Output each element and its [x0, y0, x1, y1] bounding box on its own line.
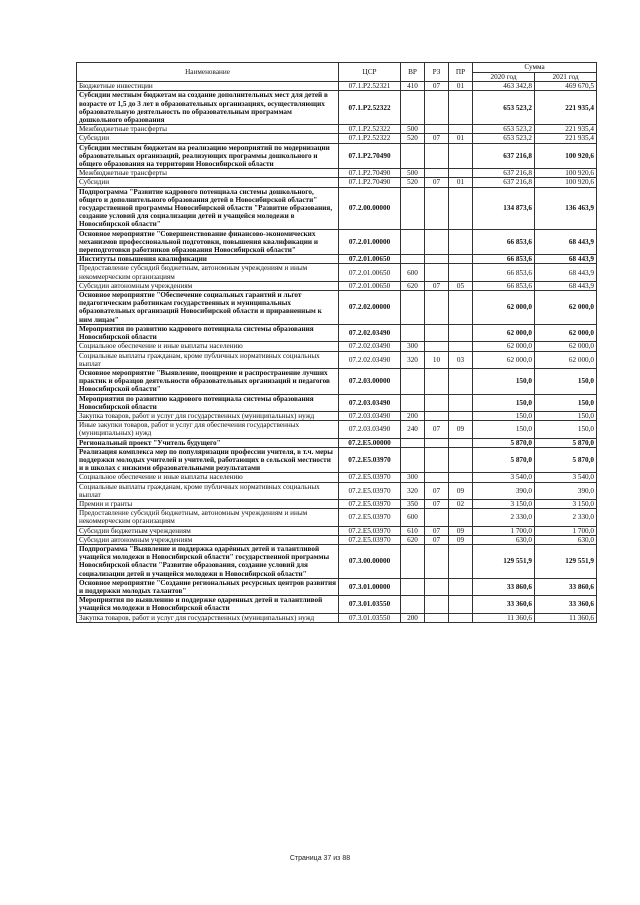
table-row	[77, 281, 597, 290]
cell-sum-2020: 150,0	[473, 421, 535, 438]
header-rz: РЗ	[425, 63, 449, 82]
cell-sum-2020: 5 870,0	[473, 447, 535, 473]
cell-sum-2021: 100 920,6	[535, 178, 597, 187]
cell-csr: 07.2.03.00000	[339, 368, 401, 394]
cell-rz: 07	[425, 134, 449, 143]
cell-sum-2020: 62 000,0	[473, 291, 535, 325]
cell-sum-2021: 390,0	[535, 482, 597, 499]
cell-vr	[401, 578, 425, 595]
cell-rz	[425, 473, 449, 482]
cell-sum-2021: 5 870,0	[535, 447, 597, 473]
table-row	[77, 229, 597, 255]
cell-name: Предоставление субсидий бюджетным, автономным учреждениям и иным некоммерческим организациям	[77, 509, 339, 526]
table-row	[77, 134, 597, 143]
cell-csr: 07.3.00.00000	[339, 544, 401, 578]
cell-sum-2021: 68 443,9	[535, 264, 597, 281]
cell-sum-2020: 150,0	[473, 394, 535, 411]
table-row	[77, 613, 597, 622]
cell-sum-2021: 62 000,0	[535, 291, 597, 325]
header-year-2020: 2020 год	[473, 73, 535, 82]
cell-sum-2021: 221 935,4	[535, 134, 597, 143]
cell-vr: 200	[401, 411, 425, 420]
cell-vr	[401, 368, 425, 394]
table-row	[77, 578, 597, 595]
cell-name: Межбюджетные трансферты	[77, 125, 339, 134]
cell-vr: 200	[401, 613, 425, 622]
cell-pr	[449, 264, 473, 281]
cell-vr: 410	[401, 82, 425, 91]
cell-sum-2021: 150,0	[535, 411, 597, 420]
cell-sum-2020: 3 150,0	[473, 499, 535, 508]
table-row	[77, 291, 597, 325]
cell-vr: 520	[401, 134, 425, 143]
cell-rz	[425, 255, 449, 264]
cell-csr: 07.2.01.00650	[339, 264, 401, 281]
cell-vr: 240	[401, 421, 425, 438]
cell-name: Предоставление субсидий бюджетным, автономным учреждениям и иным некоммерческим организациям	[77, 264, 339, 281]
cell-rz: 07	[425, 535, 449, 544]
cell-name: Закупка товаров, работ и услуг для государственных (муниципальных) нужд	[77, 411, 339, 420]
cell-vr: 320	[401, 482, 425, 499]
cell-pr: 02	[449, 499, 473, 508]
cell-rz	[425, 447, 449, 473]
cell-csr: 07.2.02.03490	[339, 324, 401, 341]
table-row	[77, 91, 597, 125]
cell-sum-2020: 2 330,0	[473, 509, 535, 526]
cell-csr: 07.2.E5.03970	[339, 482, 401, 499]
cell-sum-2020: 33 360,6	[473, 596, 535, 613]
table-row	[77, 255, 597, 264]
cell-name: Закупка товаров, работ и услуг для государственных (муниципальных) нужд	[77, 613, 339, 622]
cell-pr	[449, 613, 473, 622]
table-row	[77, 324, 597, 341]
cell-name: Социальное обеспечение и иные выплаты населению	[77, 342, 339, 351]
cell-name: Субсидии	[77, 134, 339, 143]
cell-vr	[401, 447, 425, 473]
cell-name: Социальные выплаты гражданам, кроме публичных нормативных социальных выплат	[77, 482, 339, 499]
cell-sum-2021: 221 935,4	[535, 125, 597, 134]
cell-rz	[425, 342, 449, 351]
cell-pr	[449, 187, 473, 229]
cell-sum-2020: 637 216,8	[473, 143, 535, 169]
cell-rz: 07	[425, 178, 449, 187]
table-row	[77, 482, 597, 499]
cell-pr: 09	[449, 535, 473, 544]
cell-csr: 07.2.E5.03970	[339, 447, 401, 473]
cell-name: Основное мероприятие "Совершенствование финансово-экономических механизмов профессиональной подготовки, повышения квалификации и переподготовки работников образования Новосибирской области"	[77, 229, 339, 255]
cell-vr	[401, 187, 425, 229]
cell-sum-2021: 630,0	[535, 535, 597, 544]
cell-sum-2020: 3 540,0	[473, 473, 535, 482]
cell-csr: 07.2.02.03490	[339, 342, 401, 351]
cell-name: Социальное обеспечение и иные выплаты населению	[77, 473, 339, 482]
cell-csr: 07.2.01.00650	[339, 281, 401, 290]
cell-name: Социальные выплаты гражданам, кроме публичных нормативных социальных выплат	[77, 351, 339, 368]
cell-sum-2020: 637 216,8	[473, 178, 535, 187]
cell-sum-2021: 68 443,9	[535, 281, 597, 290]
cell-rz	[425, 613, 449, 622]
cell-vr	[401, 291, 425, 325]
cell-csr: 07.2.00.00000	[339, 187, 401, 229]
cell-vr: 300	[401, 342, 425, 351]
cell-name: Мероприятия по развитию кадрового потенциала системы образования Новосибирской области	[77, 324, 339, 341]
cell-vr	[401, 143, 425, 169]
cell-sum-2020: 62 000,0	[473, 324, 535, 341]
cell-sum-2021: 33 360,6	[535, 596, 597, 613]
table-row	[77, 596, 597, 613]
cell-sum-2021: 11 360,6	[535, 613, 597, 622]
cell-vr: 350	[401, 499, 425, 508]
table-row	[77, 187, 597, 229]
cell-csr: 07.2.E5.03970	[339, 473, 401, 482]
cell-csr: 07.1.P2.70490	[339, 169, 401, 178]
table-row	[77, 125, 597, 134]
cell-vr	[401, 544, 425, 578]
table-row	[77, 421, 597, 438]
cell-vr: 500	[401, 169, 425, 178]
cell-sum-2021: 3 540,0	[535, 473, 597, 482]
cell-rz	[425, 544, 449, 578]
cell-csr: 07.1.P2.70490	[339, 178, 401, 187]
cell-sum-2020: 62 000,0	[473, 351, 535, 368]
cell-pr	[449, 143, 473, 169]
cell-sum-2021: 2 330,0	[535, 509, 597, 526]
table-row	[77, 438, 597, 447]
cell-name: Реализация комплекса мер по популяризации профессии учителя, в т.ч. меры поддержки молодых учителей и учителей, работающих в сельской местности и в школах с низкими образовательными результатами	[77, 447, 339, 473]
cell-vr	[401, 596, 425, 613]
cell-vr	[401, 324, 425, 341]
cell-sum-2020: 390,0	[473, 482, 535, 499]
table-row	[77, 82, 597, 91]
cell-name: Субсидии местным бюджетам на реализацию мероприятий по модернизации образовательных организаций, реализующих программы дошкольного и общего образования на территории Новосибирской области	[77, 143, 339, 169]
cell-pr	[449, 169, 473, 178]
cell-sum-2020: 653 523,2	[473, 91, 535, 125]
cell-pr: 09	[449, 482, 473, 499]
cell-rz	[425, 411, 449, 420]
cell-name: Основное мероприятие "Выявление, поощрение и распространение лучших практик и образцов деятельности образовательных организаций и педагогов Новосибирской области"	[77, 368, 339, 394]
cell-name: Премии и гранты	[77, 499, 339, 508]
cell-sum-2020: 66 853,6	[473, 264, 535, 281]
cell-csr: 07.3.01.00000	[339, 578, 401, 595]
table-body	[77, 82, 597, 623]
cell-pr	[449, 509, 473, 526]
cell-sum-2020: 33 860,6	[473, 578, 535, 595]
table-row	[77, 544, 597, 578]
cell-csr: 07.1.P2.70490	[339, 143, 401, 169]
cell-vr	[401, 394, 425, 411]
table-row	[77, 535, 597, 544]
cell-sum-2021: 62 000,0	[535, 324, 597, 341]
cell-name: Институты повышения квалификации	[77, 255, 339, 264]
cell-rz	[425, 291, 449, 325]
cell-rz	[425, 368, 449, 394]
cell-csr: 07.1.P2.52322	[339, 91, 401, 125]
cell-vr: 620	[401, 535, 425, 544]
cell-pr	[449, 411, 473, 420]
cell-csr: 07.3.01.03550	[339, 596, 401, 613]
cell-sum-2021: 100 920,6	[535, 169, 597, 178]
cell-rz	[425, 264, 449, 281]
table-header	[77, 63, 597, 82]
cell-rz: 07	[425, 499, 449, 508]
cell-sum-2021: 221 935,4	[535, 91, 597, 125]
cell-csr: 07.2.03.03490	[339, 421, 401, 438]
cell-name: Субсидии местным бюджетам на создание дополнительных мест для детей в возрасте от 1,5 до 3 лет в образовательных организациях, осуществляющих образовательную деятельность по образовательным программам дошкольного образования	[77, 91, 339, 125]
cell-pr	[449, 578, 473, 595]
cell-rz	[425, 125, 449, 134]
cell-rz	[425, 394, 449, 411]
cell-rz	[425, 229, 449, 255]
cell-pr	[449, 596, 473, 613]
cell-sum-2020: 66 853,6	[473, 255, 535, 264]
cell-sum-2020: 129 551,9	[473, 544, 535, 578]
cell-sum-2020: 653 523,2	[473, 134, 535, 143]
cell-sum-2021: 5 870,0	[535, 438, 597, 447]
cell-sum-2020: 150,0	[473, 411, 535, 420]
cell-csr: 07.2.03.03490	[339, 394, 401, 411]
cell-sum-2021: 68 443,9	[535, 255, 597, 264]
cell-csr: 07.2.E5.03970	[339, 535, 401, 544]
cell-vr: 500	[401, 125, 425, 134]
cell-sum-2021: 3 150,0	[535, 499, 597, 508]
cell-sum-2021: 469 670,5	[535, 82, 597, 91]
table-row	[77, 394, 597, 411]
cell-name: Иные закупки товаров, работ и услуг для обеспечения государственных (муниципальных) нужд	[77, 421, 339, 438]
cell-rz	[425, 187, 449, 229]
table-row	[77, 473, 597, 482]
cell-rz	[425, 438, 449, 447]
cell-sum-2020: 11 360,6	[473, 613, 535, 622]
cell-vr: 610	[401, 526, 425, 535]
cell-vr: 620	[401, 281, 425, 290]
cell-sum-2021: 150,0	[535, 368, 597, 394]
cell-sum-2020: 62 000,0	[473, 342, 535, 351]
cell-csr: 07.2.01.00000	[339, 229, 401, 255]
cell-vr	[401, 438, 425, 447]
cell-name: Мероприятия по развитию кадрового потенциала системы образования Новосибирской области	[77, 394, 339, 411]
cell-sum-2021: 62 000,0	[535, 342, 597, 351]
cell-name: Субсидии бюджетным учреждениям	[77, 526, 339, 535]
cell-sum-2021: 33 860,6	[535, 578, 597, 595]
cell-csr: 07.1.P2.52321	[339, 82, 401, 91]
cell-name: Бюджетные инвестиции	[77, 82, 339, 91]
cell-rz	[425, 91, 449, 125]
cell-pr: 01	[449, 134, 473, 143]
cell-csr: 07.1.P2.52322	[339, 125, 401, 134]
cell-rz	[425, 578, 449, 595]
cell-csr: 07.1.P2.52322	[339, 134, 401, 143]
cell-csr: 07.2.E5.03970	[339, 526, 401, 535]
header-name: Наименование	[77, 63, 339, 82]
cell-vr	[401, 255, 425, 264]
cell-csr: 07.2.E5.00000	[339, 438, 401, 447]
cell-sum-2021: 68 443,9	[535, 229, 597, 255]
cell-pr	[449, 324, 473, 341]
cell-name: Субсидии автономным учреждениям	[77, 281, 339, 290]
header-sum: Сумма	[473, 63, 597, 73]
cell-vr: 600	[401, 264, 425, 281]
table-row	[77, 368, 597, 394]
cell-sum-2020: 463 342,8	[473, 82, 535, 91]
cell-pr	[449, 342, 473, 351]
table-row	[77, 143, 597, 169]
cell-rz: 07	[425, 82, 449, 91]
cell-pr	[449, 125, 473, 134]
cell-pr: 03	[449, 351, 473, 368]
cell-sum-2020: 5 870,0	[473, 438, 535, 447]
cell-rz	[425, 324, 449, 341]
page-footer: Страница 37 из 88	[289, 855, 351, 862]
cell-rz	[425, 169, 449, 178]
cell-csr: 07.2.02.03490	[339, 351, 401, 368]
cell-name: Субсидии	[77, 178, 339, 187]
cell-csr: 07.3.01.03550	[339, 613, 401, 622]
header-pr: ПР	[449, 63, 473, 82]
cell-sum-2020: 653 523,2	[473, 125, 535, 134]
cell-pr	[449, 255, 473, 264]
cell-pr	[449, 91, 473, 125]
table-row	[77, 169, 597, 178]
cell-name: Основное мероприятие "Обеспечение социальных гарантий и льгот педагогическим работникам государственных и муниципальных образовательных организаций Новосибирской области и приравненным к ним лицам"	[77, 291, 339, 325]
cell-rz	[425, 509, 449, 526]
cell-vr: 600	[401, 509, 425, 526]
cell-rz: 07	[425, 526, 449, 535]
cell-pr	[449, 473, 473, 482]
cell-sum-2021: 1 700,0	[535, 526, 597, 535]
cell-sum-2020: 630,0	[473, 535, 535, 544]
cell-pr	[449, 229, 473, 255]
table-row	[77, 351, 597, 368]
cell-csr: 07.2.03.03490	[339, 411, 401, 420]
cell-pr	[449, 291, 473, 325]
cell-name: Подпрограмма "Выявление и поддержка одарённых детей и талантливой учащейся молодежи в Новосибирской области" государственной программы Новосибирской области "Развитие образования, создание условий для социализации детей и учащейся молодежи в Новосибирской области"	[77, 544, 339, 578]
cell-vr	[401, 91, 425, 125]
header-csr: ЦСР	[339, 63, 401, 82]
cell-vr: 320	[401, 351, 425, 368]
cell-name: Межбюджетные трансферты	[77, 169, 339, 178]
cell-sum-2021: 129 551,9	[535, 544, 597, 578]
cell-sum-2021: 150,0	[535, 394, 597, 411]
table-row	[77, 264, 597, 281]
cell-rz	[425, 596, 449, 613]
cell-sum-2021: 136 463,9	[535, 187, 597, 229]
cell-pr: 05	[449, 281, 473, 290]
budget-table	[76, 62, 597, 623]
cell-pr	[449, 447, 473, 473]
cell-rz: 07	[425, 421, 449, 438]
cell-pr	[449, 394, 473, 411]
cell-vr	[401, 229, 425, 255]
cell-vr: 520	[401, 178, 425, 187]
cell-name: Субсидии автономным учреждениям	[77, 535, 339, 544]
cell-sum-2020: 150,0	[473, 368, 535, 394]
cell-vr: 300	[401, 473, 425, 482]
cell-rz: 10	[425, 351, 449, 368]
cell-sum-2021: 100 920,6	[535, 143, 597, 169]
table-row	[77, 178, 597, 187]
cell-sum-2020: 66 853,6	[473, 281, 535, 290]
table-row	[77, 499, 597, 508]
cell-pr: 09	[449, 526, 473, 535]
cell-pr	[449, 368, 473, 394]
cell-csr: 07.2.02.00000	[339, 291, 401, 325]
header-vr: ВР	[401, 63, 425, 82]
cell-rz	[425, 143, 449, 169]
cell-sum-2021: 150,0	[535, 421, 597, 438]
cell-csr: 07.2.01.00650	[339, 255, 401, 264]
table-row	[77, 509, 597, 526]
cell-pr: 01	[449, 82, 473, 91]
cell-sum-2020: 1 700,0	[473, 526, 535, 535]
cell-pr: 09	[449, 421, 473, 438]
cell-name: Основное мероприятие "Создание региональных ресурсных центров развития и поддержки молодых талантов"	[77, 578, 339, 595]
cell-rz: 07	[425, 281, 449, 290]
cell-csr: 07.2.E5.03970	[339, 499, 401, 508]
cell-sum-2021: 62 000,0	[535, 351, 597, 368]
cell-sum-2020: 134 873,6	[473, 187, 535, 229]
cell-name: Региональный проект "Учитель будущего"	[77, 438, 339, 447]
table-row	[77, 447, 597, 473]
cell-pr: 01	[449, 178, 473, 187]
table-row	[77, 526, 597, 535]
cell-sum-2020: 66 853,6	[473, 229, 535, 255]
cell-sum-2020: 637 216,8	[473, 169, 535, 178]
cell-rz: 07	[425, 482, 449, 499]
header-year-2021: 2021 год	[535, 73, 597, 82]
table-row	[77, 411, 597, 420]
cell-name: Подпрограмма "Развитие кадрового потенциала системы дошкольного, общего и дополнительного образования детей в Новосибирской области" государственной программы Новосибирской области "Развитие образования, создание условий для социализации детей и учащейся молодежи в Новосибирской области"	[77, 187, 339, 229]
cell-csr: 07.2.E5.03970	[339, 509, 401, 526]
cell-name: Мероприятия по выявлению и поддержке одаренных детей и талантливой учащейся молодежи в Новосибирской области	[77, 596, 339, 613]
table-row	[77, 342, 597, 351]
cell-pr	[449, 438, 473, 447]
cell-pr	[449, 544, 473, 578]
